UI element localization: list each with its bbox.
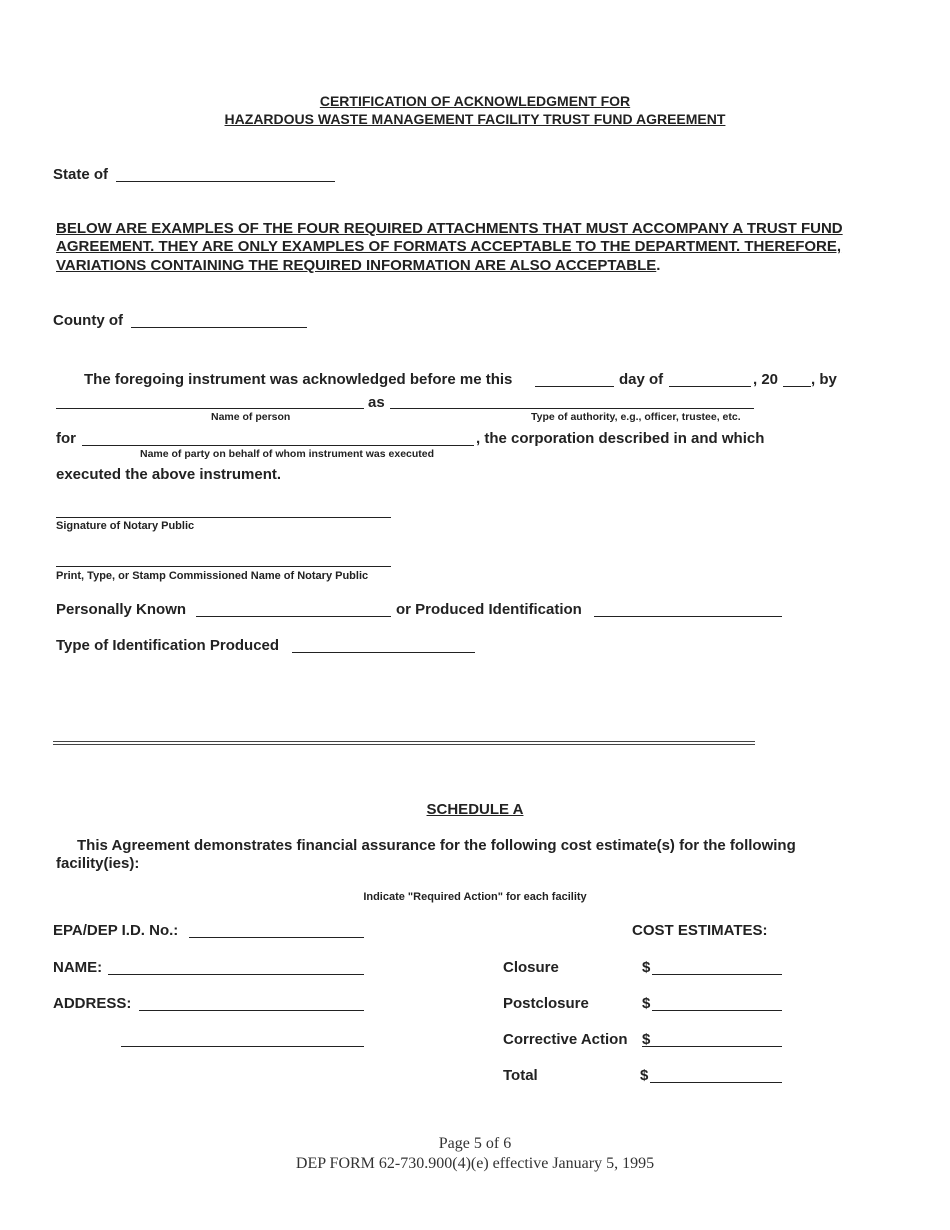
divider-top [53,741,755,742]
executed-text: executed the above instrument. [56,466,282,483]
party-field[interactable] [82,445,474,446]
year-prefix: , 20 [753,371,779,388]
county-field[interactable] [131,327,307,328]
for-label: for [56,430,76,447]
notice-period: . [656,257,661,274]
page-number: Page 5 of 6 [438,1135,512,1152]
print-caption: Print, Type, or Stamp Commissioned Name of Notary Public [56,570,369,582]
postclosure-dollar: $ [642,995,651,1012]
id-type-label: Type of Identification Produced [56,637,280,654]
day-of-label: day of [619,371,664,388]
schedule-intro-line-1: This Agreement demonstrates financial assurance for the following cost estimate(s) for the following [77,837,796,854]
facility-name-field[interactable] [108,974,364,975]
notice-line-2: AGREEMENT. THEY ARE ONLY EXAMPLES OF FORMATS ACCEPTABLE TO THE DEPARTMENT. THEREFORE, [56,238,842,255]
state-field[interactable] [116,181,335,182]
ack-intro: The foregoing instrument was acknowledged before me this [84,371,513,388]
notary-signature-field[interactable] [56,517,391,518]
closure-amount-field[interactable] [652,974,782,975]
closure-label: Closure [503,959,559,976]
month-field[interactable] [669,386,751,387]
party-caption: Name of party on behalf of whom instrument was executed [140,448,435,460]
address-field-1[interactable] [139,1010,364,1011]
form-id: DEP FORM 62-730.900(4)(e) effective January 5, 1995 [295,1155,655,1172]
title-line-2: HAZARDOUS WASTE MANAGEMENT FACILITY TRUST FUND AGREEMENT [224,111,726,127]
cost-estimates-heading: COST ESTIMATES: [632,922,768,939]
address-label: ADDRESS: [53,995,132,1012]
notice-line-1: BELOW ARE EXAMPLES OF THE FOUR REQUIRED ATTACHMENTS THAT MUST ACCOMPANY A TRUST FUND [56,220,843,237]
epa-id-label: EPA/DEP I.D. No.: [53,922,179,939]
authority-caption: Type of authority, e.g., officer, trustee, etc. [531,411,741,423]
corporation-text: , the corporation described in and which [476,430,765,447]
total-amount-field[interactable] [650,1082,782,1083]
divider-bottom [53,744,755,745]
produced-id-field[interactable] [594,616,782,617]
indicate-note: Indicate "Required Action" for each facility [363,891,587,903]
corrective-amount-field[interactable] [642,1046,782,1047]
id-type-field[interactable] [292,652,475,653]
personally-known-field[interactable] [196,616,391,617]
name-caption: Name of person [211,411,291,423]
epa-id-field[interactable] [189,937,364,938]
facility-name-label: NAME: [53,959,103,976]
postclosure-amount-field[interactable] [652,1010,782,1011]
produced-id-label: or Produced Identification [396,601,582,618]
year-field[interactable] [783,386,811,387]
county-label: County of [53,312,123,329]
total-dollar: $ [640,1067,649,1084]
authority-field[interactable] [390,408,754,409]
personally-known-label: Personally Known [56,601,187,618]
by-label: , by [811,371,837,388]
title-line-1: CERTIFICATION OF ACKNOWLEDGMENT FOR [319,93,631,109]
day-field[interactable] [535,386,614,387]
notice-line-3-text: VARIATIONS CONTAINING THE REQUIRED INFORMATION ARE ALSO ACCEPTABLE [56,257,657,274]
notary-print-field[interactable] [56,566,391,567]
signature-caption: Signature of Notary Public [56,520,195,532]
schedule-heading: SCHEDULE A [426,801,524,818]
as-label: as [368,394,385,411]
total-label: Total [503,1067,538,1084]
notice-line-3 [56,257,660,274]
closure-dollar: $ [642,959,651,976]
state-label: State of [53,166,109,183]
corrective-action-label: Corrective Action [503,1031,628,1048]
person-name-field[interactable] [56,408,364,409]
address-field-2[interactable] [121,1046,364,1047]
postclosure-label: Postclosure [503,995,589,1012]
corrective-dollar: $ [642,1031,651,1048]
schedule-intro-line-2: facility(ies): [56,855,140,872]
